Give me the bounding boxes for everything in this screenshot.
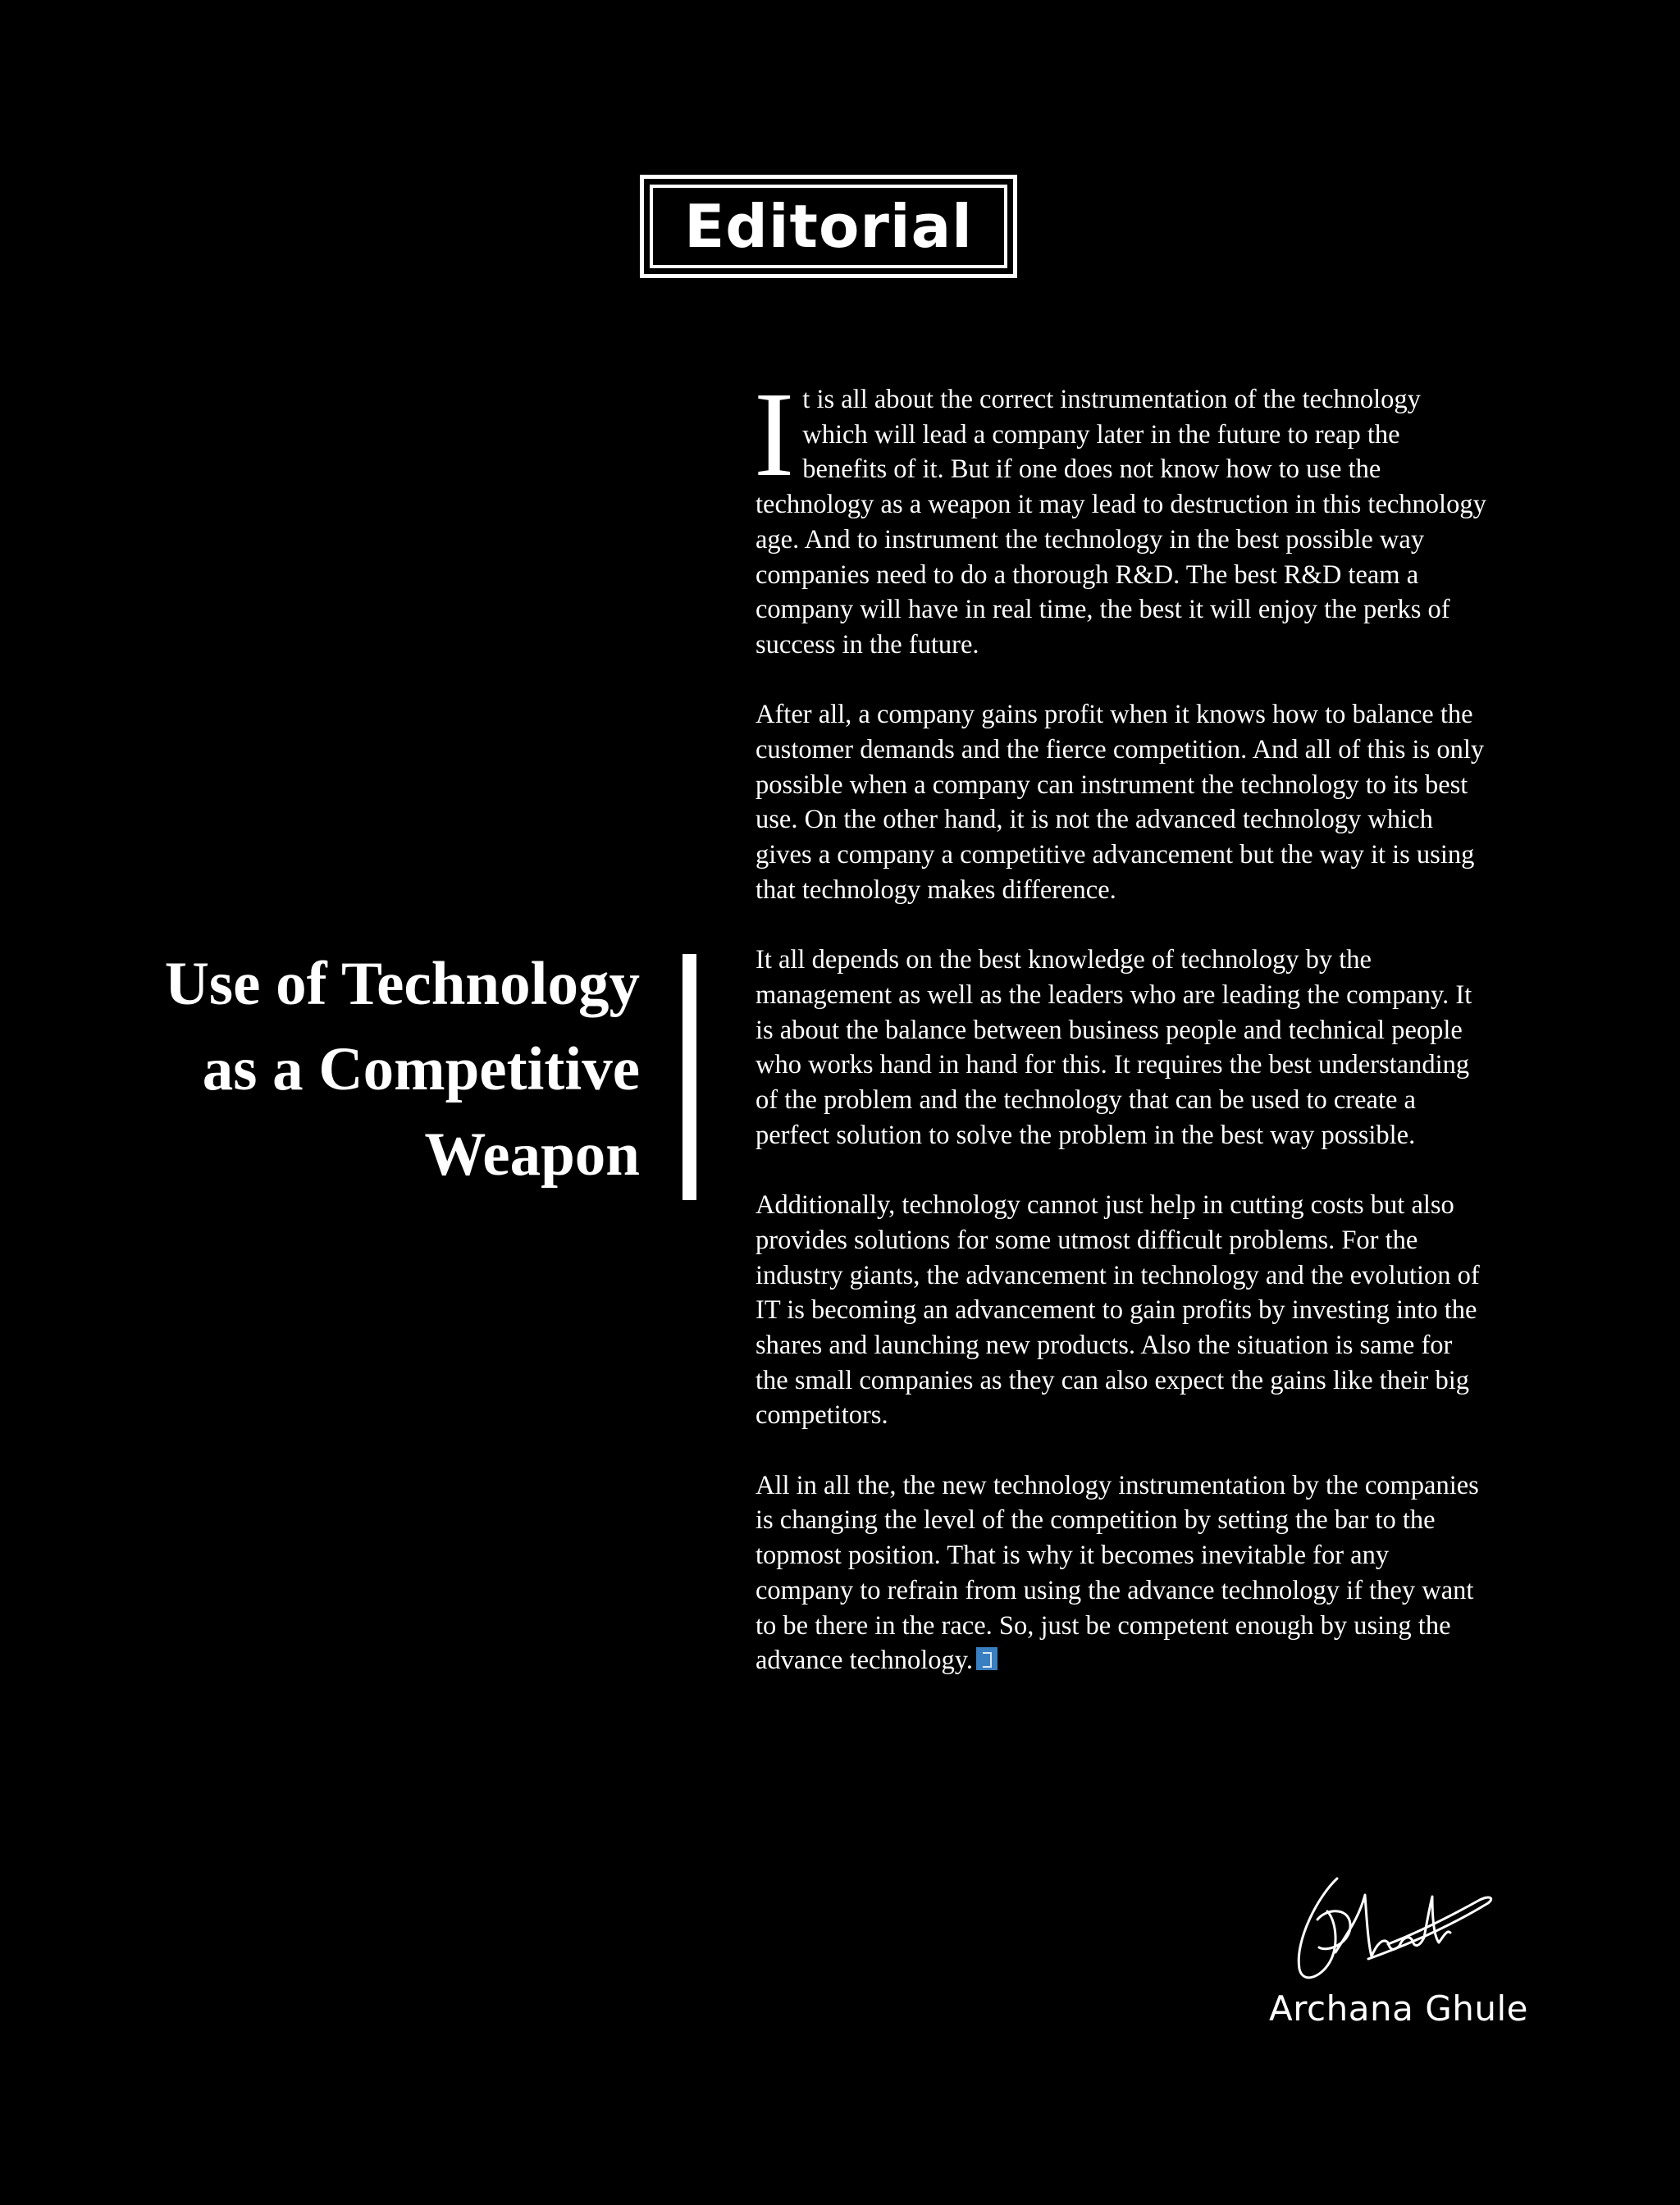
article-paragraph: After all, a company gains profit when it knows how to balance the customer demands and the fierce competition. And all of this is only possible when a company can instrument the technology to its best use. On the other hand, it is not the advanced technology which gives a company a competitive advancement but the way it is using that technology makes difference. (756, 700, 1485, 905)
signature-icon (1286, 1862, 1500, 1993)
article-headline (98, 942, 640, 1198)
article-body (754, 368, 1491, 1714)
paragraph-text: t is all about the correct instrumentation of the technology which will lead a company later in the future to reap the benefits of it. But if one does not know how to use the technology as a weapon it may lead to destruction in this technology age. And to instrument the technology in the best possible way companies need to do a thorough R&D. The best R&D team a company will have in real time, the best it will enjoy the perks of success in the future. (756, 385, 1486, 660)
section-badge (640, 175, 1017, 278)
author-name: Archana Ghule (1268, 1988, 1529, 2029)
article-paragraph: Additionally, technology cannot just help in cutting costs but also provides solutions for some utmost difficult problems. For the industry giants, the advancement in technology and the evolution of IT is becoming an advancement to gain profits by investing into the shares and launching new products. Also the situation is same for the small companies as they can also expect the gains like their big competitors. (756, 1190, 1480, 1431)
article-paragraph (754, 368, 1491, 663)
paragraph-text: All in all the, the new technology instrumentation by the companies is changing the level of the competition by setting the bar to the topmost position. That is why it becomes inevitable for any company to refrain from using the advance technology if they want to be there in the race. So, just be competent enough by using the advance technology. (756, 1470, 1479, 1676)
headline-line: Weapon (424, 1121, 640, 1189)
drop-cap: I (754, 368, 795, 502)
headline-divider (682, 954, 696, 1200)
article-paragraph (756, 1468, 1491, 1678)
section-label: Editorial (650, 185, 1007, 268)
headline-line: Use of Technology (164, 950, 640, 1018)
headline-line: as a Competitive (202, 1035, 640, 1103)
article-paragraph: It all depends on the best knowledge of technology by the management as well as the leaders who are leading the company. It is about the balance between business people and technical people who works hand in hand for this. It requires the best understanding of the problem and the technology that can be used to create a perfect solution to solve the problem in the best way possible. (756, 945, 1472, 1150)
end-of-article-icon (976, 1647, 998, 1670)
